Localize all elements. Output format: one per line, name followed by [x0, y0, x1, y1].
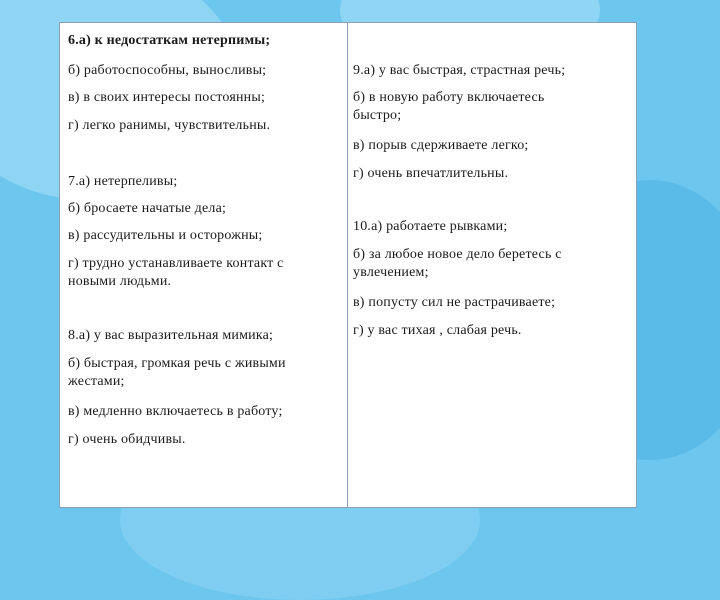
question-7-option-d-line1: г) трудно устанавливаете контакт с	[68, 256, 284, 271]
question-10-option-c: в) попусту сил не растрачиваете;	[353, 295, 556, 310]
question-10-option-a: 10.а) работаете рывками;	[353, 219, 508, 234]
question-10-option-b-line1: б) за любое новое дело беретесь с	[353, 247, 562, 262]
column-divider	[347, 22, 348, 508]
question-9-option-b-line2: быстро;	[353, 108, 402, 123]
question-8-option-a: 8.а) у вас выразительная мимика;	[68, 328, 274, 343]
question-6-option-c: в) в своих интересы постоянны;	[68, 90, 266, 105]
question-9-option-d: г) очень впечатлительны.	[353, 166, 509, 181]
question-7-option-a: 7.а) нетерпеливы;	[68, 174, 178, 189]
question-7-option-d-line2: новыми людьми.	[68, 274, 172, 289]
question-7-option-c: в) рассудительны и осторожны;	[68, 228, 263, 243]
question-9-option-b-line1: б) в новую работу включаетесь	[353, 90, 545, 105]
question-8-option-b-line1: б) быстрая, громкая речь с живыми	[68, 356, 286, 371]
question-6-title: 6.а) к недостаткам нетерпимы;	[68, 33, 271, 48]
question-10-option-b-line2: увлечением;	[353, 265, 429, 280]
question-7-option-b: б) бросаете начатые дела;	[68, 201, 227, 216]
question-10-option-d: г) у вас тихая , слабая речь.	[353, 323, 522, 338]
question-6-option-d: г) легко ранимы, чувствительны.	[68, 118, 271, 133]
question-8-option-c: в) медленно включаетесь в работу;	[68, 404, 283, 419]
question-8-option-d: г) очень обидчивы.	[68, 432, 186, 447]
question-9-option-a: 9.а) у вас быстрая, страстная речь;	[353, 63, 566, 78]
question-9-option-c: в) порыв сдерживаете легко;	[353, 138, 529, 153]
question-6-option-b: б) работоспособны, выносливы;	[68, 63, 267, 78]
question-8-option-b-line2: жестами;	[68, 374, 125, 389]
